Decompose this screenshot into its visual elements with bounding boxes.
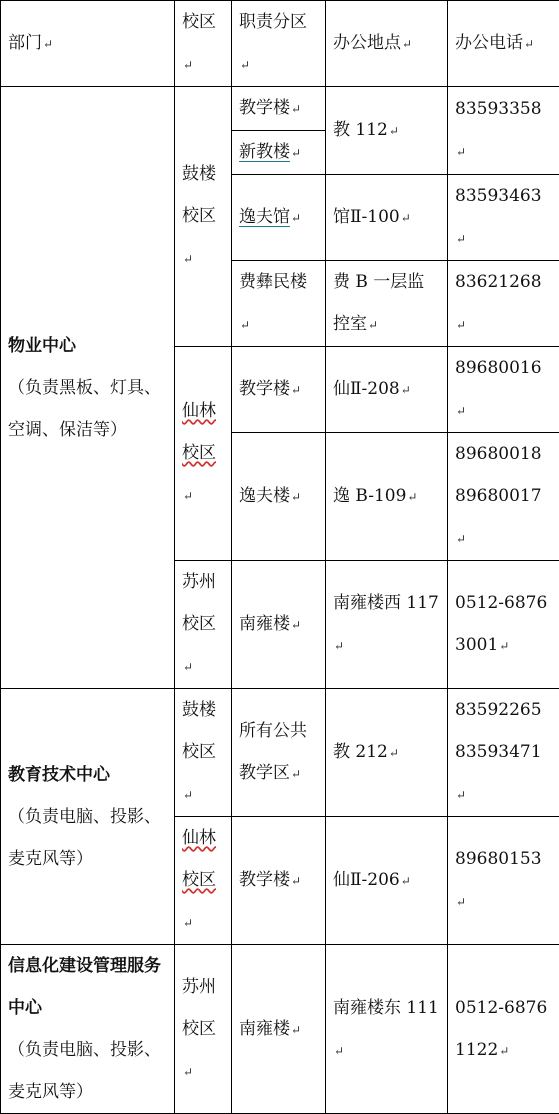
header-row xyxy=(1,1,559,87)
location-cell: 南雍楼东 111↵ xyxy=(326,945,448,1114)
zone-cell: 所有公共教学区↵ xyxy=(232,689,326,817)
campus-cell: 仙林校区↵ xyxy=(175,347,232,561)
header-cell: 办公地点↵ xyxy=(326,1,448,87)
phone-cell: 0512-68763001↵ xyxy=(448,561,559,689)
zone-cell: 逸夫馆↵ xyxy=(232,175,326,261)
campus-cell: 鼓楼校区↵ xyxy=(175,87,232,347)
header-cell: 部门↵ xyxy=(1,1,175,87)
header-cell: 职责分区↵ xyxy=(232,1,326,87)
location-cell: 教 212↵ xyxy=(326,689,448,817)
location-cell: 仙Ⅱ-206↵ xyxy=(326,817,448,945)
table-row xyxy=(1,945,559,1114)
phone-cell: 89680016↵ xyxy=(448,347,559,433)
zone-cell: 新教楼↵ xyxy=(232,131,326,175)
campus-cell: 苏州校区↵ xyxy=(175,945,232,1114)
campus-cell: 鼓楼校区↵ xyxy=(175,689,232,817)
table-row xyxy=(1,689,559,817)
zone-cell: 南雍楼↵ xyxy=(232,945,326,1114)
department-title: 信息化建设管理服务中心 xyxy=(8,945,167,1029)
department-cell xyxy=(1,87,175,689)
phone-cell: 83621268↵ xyxy=(448,261,559,347)
phone-cell: 83593358↵ xyxy=(448,87,559,175)
phone-cell: 0512-68761122↵ xyxy=(448,945,559,1114)
location-cell: 费 B 一层监控室↵ xyxy=(326,261,448,347)
location-cell: 仙Ⅱ-208↵ xyxy=(326,347,448,433)
phone-cell: 83593463↵ xyxy=(448,175,559,261)
zone-cell: 费彝民楼↵ xyxy=(232,261,326,347)
location-cell: 教 112↵ xyxy=(326,87,448,175)
department-title: 教育技术中心 xyxy=(8,754,167,796)
zone-cell: 南雍楼↵ xyxy=(232,561,326,689)
header-cell: 办公电话↵ xyxy=(448,1,559,87)
phone-cell: 89680153↵ xyxy=(448,817,559,945)
location-cell: 馆Ⅱ-100↵ xyxy=(326,175,448,261)
zone-cell: 教学楼↵ xyxy=(232,347,326,433)
campus-cell: 苏州校区↵ xyxy=(175,561,232,689)
department-note: （负责电脑、投影、麦克风等） xyxy=(8,1029,167,1113)
table-row xyxy=(1,87,559,131)
zone-cell: 教学楼↵ xyxy=(232,817,326,945)
phone-cell: 83592265 83593471↵ xyxy=(448,689,559,817)
phone-cell: 89680018 89680017↵ xyxy=(448,433,559,561)
campus-cell: 仙林校区↵ xyxy=(175,817,232,945)
zone-cell: 逸夫楼↵ xyxy=(232,433,326,561)
location-cell: 逸 B-109↵ xyxy=(326,433,448,561)
zone-cell: 教学楼↵ xyxy=(232,87,326,131)
department-note: （负责黑板、灯具、空调、保洁等） xyxy=(8,367,167,451)
location-cell: 南雍楼西 117↵ xyxy=(326,561,448,689)
header-cell: 校区↵ xyxy=(175,1,232,87)
department-cell xyxy=(1,689,175,945)
department-title: 物业中心 xyxy=(8,325,167,367)
department-note: （负责电脑、投影、麦克风等） xyxy=(8,796,167,880)
department-cell xyxy=(1,945,175,1114)
